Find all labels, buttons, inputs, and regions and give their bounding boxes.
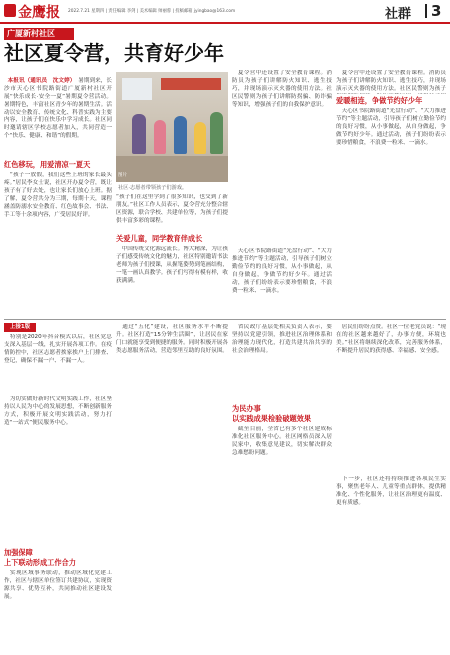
photo-floor [116,156,228,182]
article1-col4: 天心区书院路街道“光盘行动”、“大力推进节约”等主题活动，引导孩子们树立勤俭节约的良好习惯，从小事做起，从自身做起，争做节约好少年。通过活动，孩子们纷纷表示要珍惜粮食，不浪费一粒米、一滴水。 [336,108,446,146]
photo-window [122,78,152,100]
article2-col4: 居民们纷纷点赞。社区一位老党员说：“现在的社区越来越好了，办事方便，环境也美。”社区将继续深化改革，完善服务体系，不断提升居民的获得感、幸福感、安全感。 [336,324,446,354]
photo-person [174,116,187,154]
article1-col2b: 中国传统文化源远流长。博大精深，为让孩子们感受传统文化的魅力，社区特别邀请书法老师为孩子们授课，从握笔姿势到笔画结构，一笔一画认真教学。孩子们写得有模有样，收获满满。 [116,246,228,284]
article2-tag: 上接1版 [4,323,36,332]
article-headline: 社区夏令营，共育好少年 [4,41,224,65]
photo-person [154,120,166,154]
article2-col2: 通过“五化”建设，社区服务水平不断提升。社区打造“15分钟生活圈”，让居民在家门口就能享受到便捷的服务。同时积极开展各类志愿服务活动，营造邻里互助的良好氛围。 [116,324,228,354]
article2-col3b: 截至目前，全省已有多个社区建成标准化社区服务中心。社区网格员深入居民家中，收集意见建议，切实解决群众急难愁盼问题。 [232,426,332,456]
article2-col1b: 为切实做好新时代文明实践工作，社区坚持以人民为中心的发展思想，不断创新服务方式，积极开展文明实践活动，努力打造“一站式”便民服务中心。 [4,396,112,426]
photo-banner [161,78,221,90]
photo-label: 图片 [118,173,127,178]
article-kicker: 广厦新村社区 [4,28,74,40]
article1-col3: 夏令营中还设置了安全教育课程。消防员为孩子们讲解防火知识、逃生技巧，并现场演示灭火器的使用方法。社区民警则为孩子们讲解防拐骗、防诈骗等知识，增强孩子们的自我保护意识。 [232,70,332,108]
logo-icon [4,4,16,17]
article1-col1b: “孩子一放假，我们这些上班的家长最头疼。”居民李女士说，社区开办夏令营，既让孩子有了好去处，也让家长们放心上班。据了解，夏令营共分为三期，每期十天，课程涵盖防溺水安全教育、红色故事会、书法、手工等十余项内容，广受居民好评。 [4,172,112,218]
photo-person [132,114,146,154]
masthead [0,0,450,24]
logo-text: 金鹰报 [18,5,60,21]
section-name: 社群 [385,7,412,22]
article2-subhead-1: 加强保障 [4,548,33,557]
article1-col2: “孩子们在这里学到了很多知识，也交到了新朋友。”社区工作人员表示，夏令营充分整合辖区资源，联合学校、共建单位等，为孩子们提供丰富多彩的课程。 [116,194,228,224]
article2-col1c: 实现区域事务联动，推动区域化党建工作，社区与辖区单位签订共建协议，实现资源共享、优势互补，共同推动社区建设发展。 [4,570,112,600]
newspaper-logo [4,2,64,20]
article2-col3: 省民政厅基层处相关负责人表示，要坚持以党建引领，推进社区治理体系和治理能力现代化，打造共建共治共享的社会治理格局。 [232,324,332,354]
article2-col4b: 下一步，社区还将持续推进各项民生实事，聚焦老年人、儿童等重点群体，提供精准化、个性化服务，让社区治理更有温度、更有质感。 [336,476,446,506]
article2-subhead-4: 以实践成果检验破题效果 [232,414,312,423]
byline: 本报讯（通讯员 沈文婷） [7,77,73,84]
article2-subhead-3: 为民办事 [232,404,261,413]
article1-subhead-2: 关爱儿童，同学教育伴成长 [116,234,203,243]
article-divider [4,319,446,320]
date-line: 2022.7.21 星期四 | 责任编辑 李剑 | 美术编辑 帅丽蓉 | 投稿邮箱 jyingbao@163.com [68,9,236,14]
page-number-bar [425,4,427,18]
article2-subhead-2: 上下联动形成工作合力 [4,558,76,567]
article1-col4-top: 夏令营中还设置了安全教育课程。消防员为孩子们讲解防火知识、逃生技巧，并现场演示灭火器的使用方法。社区民警则为孩子 [336,70,446,92]
article2-col1: 特别是2020年抖音模式以后，社区党总支深入基层一线，扎实开展各项工作。在疫情防控中，社区志愿者挨家挨户上门排查、登记，确保不漏一户、不漏一人。 [4,334,112,364]
article1-subhead-3: 爱暖相连，争做节约好少年 [336,96,423,105]
photo-person [194,122,206,154]
article1-col3-cont: 天心区书院路街道“光盘行动”、“大力推进节约”等主题活动，引导孩子们树立勤俭节约的良好习惯，从小事做起，从自身做起，争做节约好少年。通过活动，孩子们纷纷表示要珍惜粮食，不浪费一粒米、一滴水。 [232,248,332,294]
masthead-rule [0,22,450,24]
photo-person [210,112,223,154]
article1-col1: 本报讯（通讯员 沈文婷） 暑期到来，长沙市天心区书院路街道广厦新村社区开展“快乐成长·安全一夏”暑期夏令营活动。暑期特色，丰富社区青少年的暑期生活。活动以安全教育、传统文化、科普实践为主要内容，让孩子们在快乐中学习成长。社区同时邀请辖区学校志愿者加入，共同营造一个“快乐、健康、和谐”的假期。 [4,77,112,140]
article1-subhead-1: 红色移玩，用爱清凉一夏天 [4,160,91,169]
page-number: 3 [425,2,447,20]
article-photo [116,72,228,182]
photo-caption: 社区·志愿者带领孩子们游戏。 [118,185,188,191]
